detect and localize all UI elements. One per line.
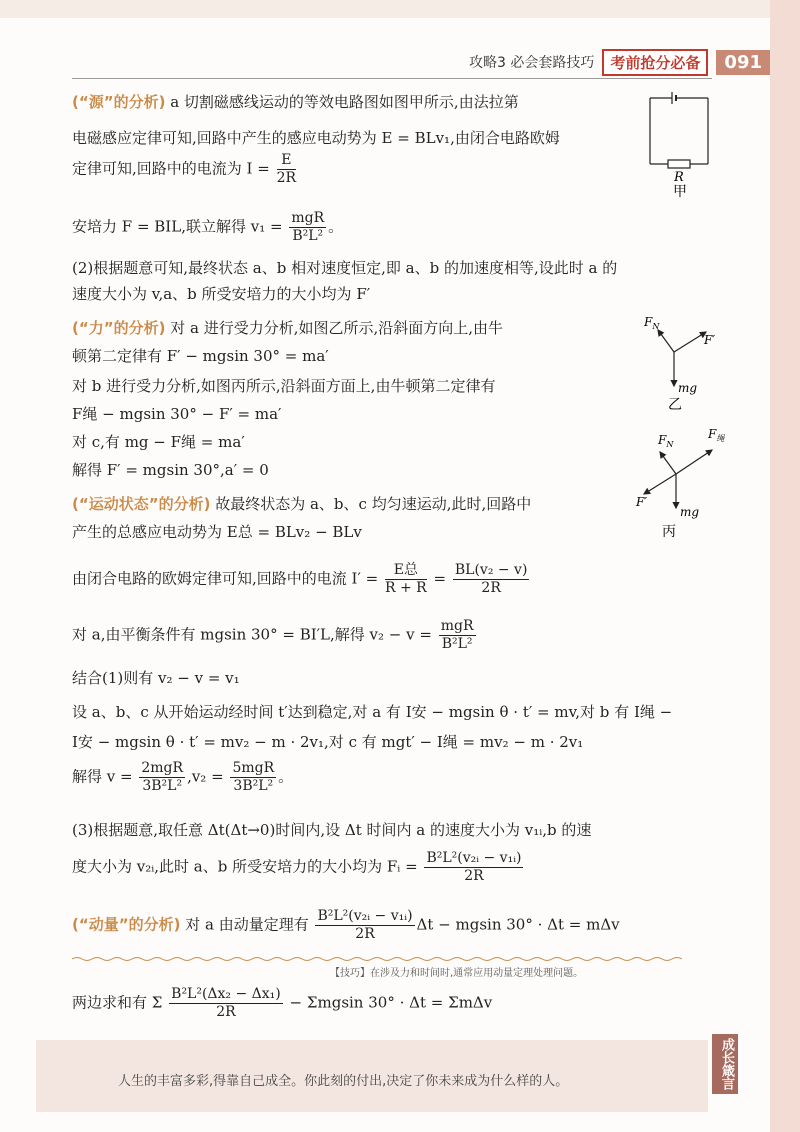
denominator: B²L² [292, 228, 324, 244]
numerator: mgR [291, 210, 325, 226]
fraction [385, 562, 427, 597]
tip-note: 【技巧】在涉及力和时间时,通常应用动量定理处理问题。 [330, 968, 584, 979]
text: 速度大小为 v,a、b 所受安培力的大小均为 F′ [72, 285, 371, 303]
page-number: 091 [716, 50, 770, 75]
section-tag: (“运动状态”的分析) [72, 495, 211, 513]
section-tag: (“源”的分析) [72, 93, 166, 111]
text-line [72, 404, 281, 424]
denominator: 2R [355, 926, 375, 942]
text: 电磁感应定律可知,回路中产生的感应电动势为 E = BLv₁,由闭合电路欧姆 [72, 129, 560, 147]
text: 度大小为 v₂ᵢ,此时 a、b 所受安培力的大小均为 Fᵢ = [72, 857, 418, 876]
force-label [643, 315, 660, 331]
text: 安培力 F = BIL,联立解得 v₁ = [72, 217, 283, 236]
header-rule [72, 78, 712, 79]
section-tag: (“力”的分析) [72, 319, 166, 337]
text: ,v₂ = [187, 767, 224, 786]
resistor-label: R [674, 170, 684, 185]
text: − Σmgsin 30° · Δt = ΣmΔv [289, 993, 493, 1012]
text-line [72, 346, 329, 366]
force-label: F [658, 433, 667, 447]
fraction [169, 986, 283, 1021]
fraction [289, 210, 326, 245]
force-label-sub: 绳 [716, 434, 725, 443]
text: 解得 v = [72, 767, 133, 786]
text: F绳 − mgsin 30° − F′ = ma′ [72, 405, 282, 423]
figure-label-yi: 乙 [668, 397, 682, 412]
force-label: F′ [704, 333, 716, 347]
text-line [72, 318, 503, 338]
text-line [72, 432, 245, 452]
text: 结合(1)则有 v₂ − v = v₁ [72, 669, 240, 687]
page-top-edge [0, 0, 800, 18]
force-label-sub: N [666, 440, 674, 449]
denominator: 2R [464, 868, 484, 884]
force-diagram [644, 450, 712, 508]
numerator: 5mgR [232, 760, 275, 776]
text: Δt − mgsin 30° · Δt = mΔv [416, 915, 620, 934]
text: 解得 F′ = mgsin 30°,a′ = 0 [72, 461, 269, 479]
text: 顿第二定律有 F′ − mgsin 30° = ma′ [72, 347, 329, 365]
denominator: 2R [276, 170, 297, 186]
fraction [453, 562, 530, 597]
force-label: F′ [636, 495, 648, 509]
text: 设 a、b、c 从开始运动经时间 t′达到稳定,对 a 有 I安 − mgsin θ · t′ = mv,对 b 有 I绳 − [72, 703, 673, 721]
numerator: B²L²(Δx₂ − Δx₁) [171, 986, 281, 1002]
text-line [72, 284, 370, 304]
text: I安 − mgsin θ · t′ = mv₂ − m · 2v₁,对 c 有 mgt′ − I绳 = mv₂ − m · 2v₁ [72, 733, 584, 751]
text-line [72, 128, 560, 148]
text-line [72, 152, 298, 187]
text-line [72, 460, 269, 480]
header-section: 攻略3 必会套路技巧 [469, 55, 595, 71]
text: 故最终状态为 a、b、c 均匀速运动,此时,回路中 [215, 495, 532, 513]
text-line [72, 850, 525, 885]
force-label [657, 433, 674, 449]
figure-label-bing: 丙 [662, 524, 676, 540]
figure-bing [632, 420, 732, 540]
denominator: B²L² [441, 636, 473, 652]
numerator: BL(v₂ − v) [454, 562, 528, 578]
text: a 切割磁感线运动的等效电路图如图甲所示,由法拉第 [170, 93, 519, 111]
force-diagram [658, 330, 706, 386]
text: 两边求和有 Σ [72, 993, 163, 1012]
figure-label-jia: 甲 [673, 184, 687, 200]
fraction [230, 760, 276, 795]
text-line [72, 210, 343, 245]
text-line [72, 92, 519, 112]
fraction [277, 152, 296, 187]
text-line [72, 732, 583, 752]
force-label-sub: N [652, 322, 660, 331]
text: 。 [328, 217, 344, 236]
text: 定律可知,回路中的电流为 I = [72, 159, 270, 178]
text: = [433, 569, 447, 588]
denominator: 2R [216, 1004, 236, 1020]
wavy-underline [72, 956, 682, 962]
text: (3)根据题意,取任意 Δt(Δt→0)时间内,设 Δt 时间内 a 的速度大小为 v₁ᵢ,b 的速 [72, 821, 592, 839]
text: (2)根据题意可知,最终状态 a、b 相对速度恒定,即 a、b 的加速度相等,设此时 a 的 [72, 259, 618, 277]
text-line [72, 494, 531, 514]
force-label: F [708, 427, 717, 441]
text-line [72, 522, 362, 542]
text-line [72, 618, 478, 653]
denominator: 3B²L² [142, 778, 183, 794]
text: 由闭合电路的欧姆定律可知,回路中的电流 I′ = [72, 569, 379, 588]
text-line [72, 820, 591, 840]
denominator: 2R [481, 580, 501, 596]
force-label [707, 427, 725, 443]
text-line [72, 908, 620, 943]
text-line [72, 668, 240, 688]
text: 对 a 进行受力分析,如图乙所示,沿斜面方向上,由牛 [170, 319, 504, 337]
text: 对 b 进行受力分析,如图丙所示,沿斜面方面上,由牛顿第二定律有 [72, 377, 496, 395]
header-badge: 考前抢分必备 [602, 49, 708, 76]
text: 对 a 由动量定理有 [185, 915, 309, 934]
page-right-edge [770, 0, 800, 1132]
text-line [72, 760, 293, 795]
numerator: 2mgR [141, 760, 184, 776]
circuit-diagram [650, 92, 708, 168]
numerator: B²L²(v₂ᵢ − v₁ᵢ) [317, 908, 413, 924]
fraction [424, 850, 523, 885]
denominator: R + R [385, 580, 427, 596]
force-label: mg [680, 505, 700, 519]
footer-motto: 人生的丰富多彩,得靠自己成全。你此刻的付出,决定了你未来成为什么样的人。 [118, 1074, 569, 1089]
text-line [72, 562, 531, 597]
text-line [72, 258, 617, 278]
force-label: F [644, 315, 653, 329]
text: 对 c,有 mg − F绳 = ma′ [72, 433, 245, 451]
section-tag: (“动量”的分析) [72, 915, 181, 934]
text-line [72, 702, 672, 722]
text: 。 [278, 767, 294, 786]
numerator: E [277, 152, 296, 170]
figure-jia [644, 88, 714, 200]
text: 产生的总感应电动势为 E总 = BLv₂ − BLv [72, 523, 362, 541]
text: 对 a,由平衡条件有 mgsin 30° = BI′L,解得 v₂ − v = [72, 625, 432, 644]
fraction [139, 760, 185, 795]
numerator: B²L²(v₂ᵢ − v₁ᵢ) [426, 850, 522, 866]
text-line [72, 376, 495, 396]
fraction [439, 618, 476, 653]
numerator: E总 [385, 562, 427, 580]
page-header [469, 48, 770, 76]
fraction [315, 908, 414, 943]
numerator: mgR [440, 618, 474, 634]
figure-yi [640, 312, 730, 412]
force-label: mg [678, 381, 698, 395]
text-line [72, 986, 492, 1021]
denominator: 3B²L² [233, 778, 274, 794]
footer-side-label: 成长箴言 [712, 1034, 738, 1094]
